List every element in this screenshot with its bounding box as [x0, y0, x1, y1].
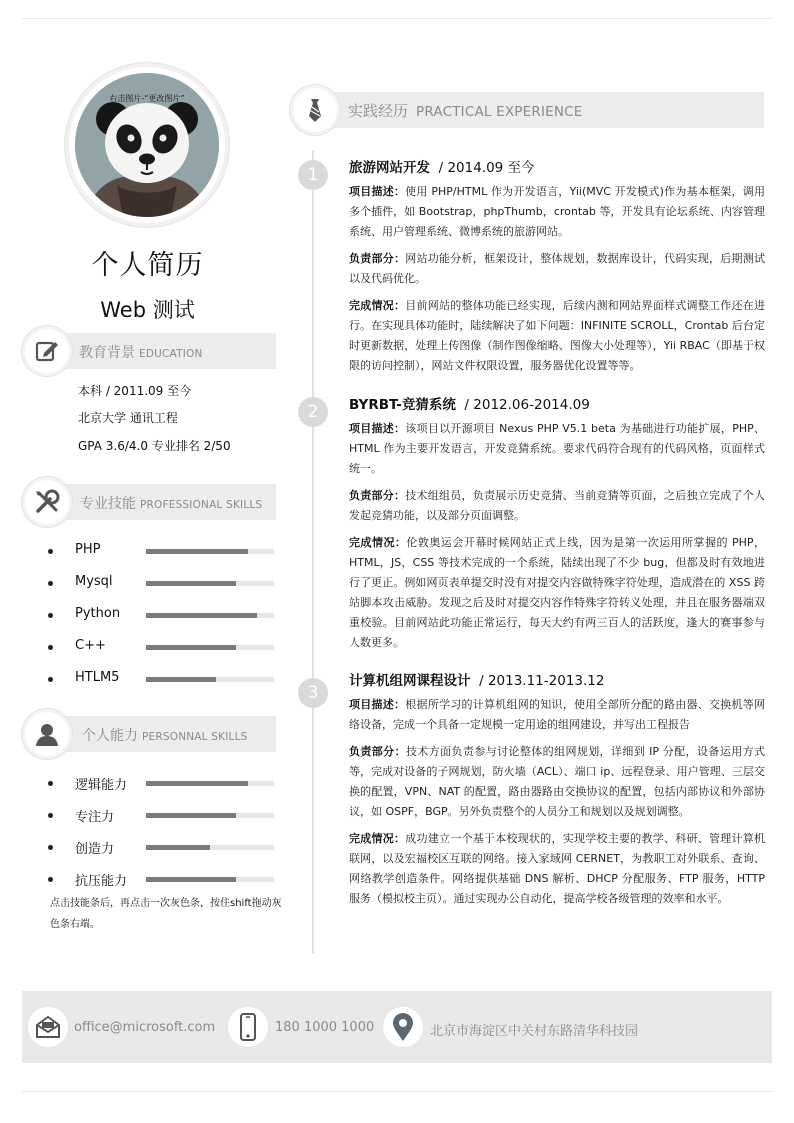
project-description: [349, 695, 765, 735]
skill-bar[interactable]: [146, 645, 274, 650]
skill-bar[interactable]: [146, 877, 274, 882]
para-label: 完成情况：: [349, 832, 406, 845]
skill-name: PHP: [75, 542, 101, 557]
project-date: 2014.09 至今: [447, 160, 535, 176]
para-text: 根据所学习的计算机组网的知识，使用全部所分配的路由器、交换机等网络设备，完成一个具备一定规模一定用途的组网建设，并写出工程报告: [349, 698, 765, 731]
project-item: [349, 396, 765, 660]
para-text: 该项目以开源项目 Nexus PHP V5.1 beta 为基础进行功能扩展，PHP、HTML 作为主要开发语言，开发竞猜系统。要求代码符合现有的代码风格，页面样式统一。: [349, 422, 765, 475]
bullet-icon: [48, 613, 53, 618]
skill-name: C++: [75, 638, 106, 653]
para-label: 项目描述：: [349, 422, 406, 435]
bullet-icon: [48, 813, 53, 818]
skill-name: 创造力: [75, 842, 115, 857]
bullet-icon: [48, 845, 53, 850]
education-gpa: GPA 3.6/4.0 专业排名 2/50: [78, 439, 231, 453]
phone-icon-circle: [228, 1007, 268, 1047]
skill-bar-fill[interactable]: [146, 581, 236, 586]
para-text: 技术方面负责参与讨论整体的组网规划，详细到 IP 分配，设备运用方式等，完成对设备的子网规划，防火墙（ACL）、端口 ip、远程登录、用户管理、三层交换的配置，VPN、NAT 的配置，路由器路由交换协议的配置，包括内部协议和外部协议，如 OSPF，BGP。另外负责整个的人员分工和规划以及规划调整。: [349, 745, 766, 818]
project-description: [349, 182, 765, 242]
location-pin-icon: [391, 1012, 415, 1042]
location-icon-circle: [383, 1007, 423, 1047]
email-icon-circle: [28, 1007, 68, 1047]
personal-icon-circle: [22, 709, 72, 759]
skill-name: 专注力: [75, 810, 115, 825]
skill-name: 抗压能力: [75, 874, 128, 889]
project-responsibility: [349, 742, 765, 822]
top-divider: [22, 18, 772, 19]
project-responsibility: [349, 249, 765, 289]
project-responsibility: [349, 486, 765, 526]
para-label: 完成情况：: [349, 299, 406, 312]
para-label: 负责部分：: [349, 489, 406, 502]
project-heading: 计算机组网课程设计 / 2013.11-2013.12: [349, 673, 605, 689]
bullet-icon: [48, 877, 53, 882]
person-icon: [34, 721, 60, 747]
resume-title: 个人简历: [91, 250, 204, 281]
para-label: 完成情况：: [349, 536, 407, 549]
project-item: [349, 159, 765, 383]
personal-title-cn: 个人能力: [82, 728, 138, 744]
contact-phone[interactable]: 180 1000 1000: [275, 1020, 375, 1035]
skill-item[interactable]: [48, 869, 278, 889]
skills-title-cn: 专业技能: [80, 496, 136, 512]
para-text: 成功建立一个基于本校现状的，实现学校主要的教学、科研、管理计算机联网，以及宏福校区互联的网络。接入家域网 CERNET，为教职工对外联系、查询、网络教学创造条件。网络提供基础 DNS 解析、DHCP 分配服务、FTP 服务，HTTP 服务（模拟校主页）。通过实现办公自动化，提高学校各级管理的效率和水平。: [349, 832, 765, 905]
skills-icon-circle: [22, 477, 72, 527]
skill-bar[interactable]: [146, 581, 274, 586]
project-number-badge: 2: [298, 397, 328, 427]
project-number-badge: 1: [298, 160, 328, 190]
resume-subtitle: Web 测试: [100, 298, 195, 322]
contact-email[interactable]: office@microsoft.com: [74, 1020, 216, 1035]
project-result: [349, 829, 765, 909]
para-text: 目前网站的整体功能已经实现，后续内测和网站界面样式调整工作还在进行。在实现具体功能时，陆续解决了如下问题：INFINITE SCROLL，Crontab 后台定时更新数据，处理上传图像（制作图像缩略、图像大小处理等），Yii RBAC（即基于权限的访问控制），网站文件权限设置，服务器优化设置等等。: [349, 299, 765, 372]
skill-item[interactable]: [48, 837, 278, 857]
personal-title: [82, 725, 247, 745]
contact-address: 北京市海淀区中关村东路清华科技园: [430, 1024, 639, 1039]
para-label: 项目描述：: [349, 185, 406, 198]
para-label: 项目描述：: [349, 698, 406, 711]
project-heading: 旅游网站开发 / 2014.09 至今: [349, 160, 535, 176]
skill-item[interactable]: [48, 605, 278, 625]
avatar[interactable]: [65, 63, 229, 227]
education-degree: 本科 / 2011.09 至今: [78, 384, 192, 398]
skill-bar[interactable]: [146, 613, 274, 618]
experience-icon-circle: [290, 85, 340, 135]
skill-item[interactable]: [48, 637, 278, 657]
skill-bar-fill[interactable]: [146, 845, 210, 850]
skill-bar-fill[interactable]: [146, 781, 248, 786]
para-text: 使用 PHP/HTML 作为开发语言，Yii(MVC 开发模式)作为基本框架，调用多个插件，如 Bootstrap，phpThumb，crontab 等，开发具有论坛系统、内容管理系统、用户管理系统、微博系统的旅游网站。: [349, 185, 765, 238]
skill-item[interactable]: [48, 805, 278, 825]
project-name: 计算机组网课程设计: [349, 673, 471, 689]
project-item: [349, 672, 765, 916]
bullet-icon: [48, 581, 53, 586]
skill-item[interactable]: [48, 773, 278, 793]
education-title-en: EDUCATION: [139, 348, 203, 360]
skill-name: Python: [75, 606, 121, 621]
skill-bar-fill[interactable]: [146, 613, 257, 618]
education-title-cn: 教育背景: [79, 345, 135, 361]
skills-title-en: PROFESSIONAL SKILLS: [140, 499, 263, 511]
para-label: 负责部分：: [349, 252, 406, 265]
project-number-badge: 3: [298, 678, 328, 708]
skill-bar-fill[interactable]: [146, 813, 236, 818]
bullet-icon: [48, 677, 53, 682]
skill-item[interactable]: [48, 573, 278, 593]
skill-bar[interactable]: [146, 549, 274, 554]
project-date: 2013.11-2013.12: [487, 673, 605, 689]
skill-bar[interactable]: [146, 845, 274, 850]
skill-name: HTLM5: [75, 670, 120, 685]
education-title: [79, 342, 203, 362]
skill-bar-fill[interactable]: [146, 677, 216, 682]
skill-item[interactable]: [48, 541, 278, 561]
bullet-icon: [48, 781, 53, 786]
tools-icon: [33, 488, 61, 516]
project-result: [349, 533, 765, 653]
avatar-photo[interactable]: [75, 73, 219, 217]
skill-bar[interactable]: [146, 781, 274, 786]
skill-item[interactable]: [48, 669, 278, 689]
skill-name: 逻辑能力: [75, 778, 128, 793]
experience-title-cn: 实践经历: [348, 102, 409, 120]
experience-title-en: PRACTICAL EXPERIENCE: [416, 104, 583, 120]
envelope-icon: [35, 1014, 61, 1040]
contact-footer: [22, 991, 772, 1063]
skill-bar[interactable]: [146, 813, 274, 818]
project-name: BYRBT-竞猜系统: [349, 397, 456, 413]
para-text: 伦敦奥运会开幕时候网站正式上线，因为是第一次运用所掌握的 PHP，HTML，JS，CSS 等技术完成的一个系统，陆续出现了不少 bug，但都及时有效地进行了更正。例如网页表单提交时没有对提交内容做特殊字符处理，造成潜在的 XSS 跨站脚本攻击威胁。发现之后及时对提交内容作特殊字符转义处理，并且在服务器端双重校验。目前网站此功能正常运行，每天大约有两三百人的活跃度，逢大的赛事参与人数更多。: [349, 536, 765, 649]
project-date: 2012.06-2014.09: [473, 397, 590, 413]
para-label: 负责部分：: [349, 745, 406, 758]
skills-title: [80, 493, 262, 513]
phone-icon: [237, 1013, 259, 1041]
education-school: 北京大学 通讯工程: [78, 411, 178, 425]
experience-title: [348, 100, 583, 121]
edit-icon: [34, 338, 60, 364]
skill-name: Mysql: [75, 574, 113, 589]
skill-bar-hint: 点击技能条后，再点击一次灰色条，按住shift拖动灰色条右端。: [50, 898, 282, 930]
para-text: 网站功能分析，框架设计，整体规划，数据库设计，代码实现，后期测试以及代码优化。: [349, 252, 765, 285]
skill-bar[interactable]: [146, 677, 274, 682]
bottom-divider: [22, 1091, 772, 1092]
tie-icon: [303, 97, 327, 123]
project-result: [349, 296, 765, 376]
project-heading: BYRBT-竞猜系统 / 2012.06-2014.09: [349, 397, 590, 413]
skill-bar-fill[interactable]: [146, 645, 236, 650]
personal-title-en: PERSONNAL SKILLS: [142, 731, 248, 743]
skill-bar-fill[interactable]: [146, 549, 248, 554]
project-name: 旅游网站开发: [349, 160, 430, 176]
timeline-line: [312, 150, 314, 954]
para-text: 技术组组员，负责展示历史竞猜、当前竞猜等页面，之后独立完成了个人发起竞猜功能，以及部分页面调整。: [349, 489, 765, 522]
avatar-note: 右击图片-“更改图片”: [109, 94, 185, 103]
skill-bar-fill[interactable]: [146, 877, 236, 882]
bullet-icon: [48, 645, 53, 650]
bullet-icon: [48, 549, 53, 554]
education-icon-circle: [22, 326, 72, 376]
project-description: [349, 419, 765, 479]
